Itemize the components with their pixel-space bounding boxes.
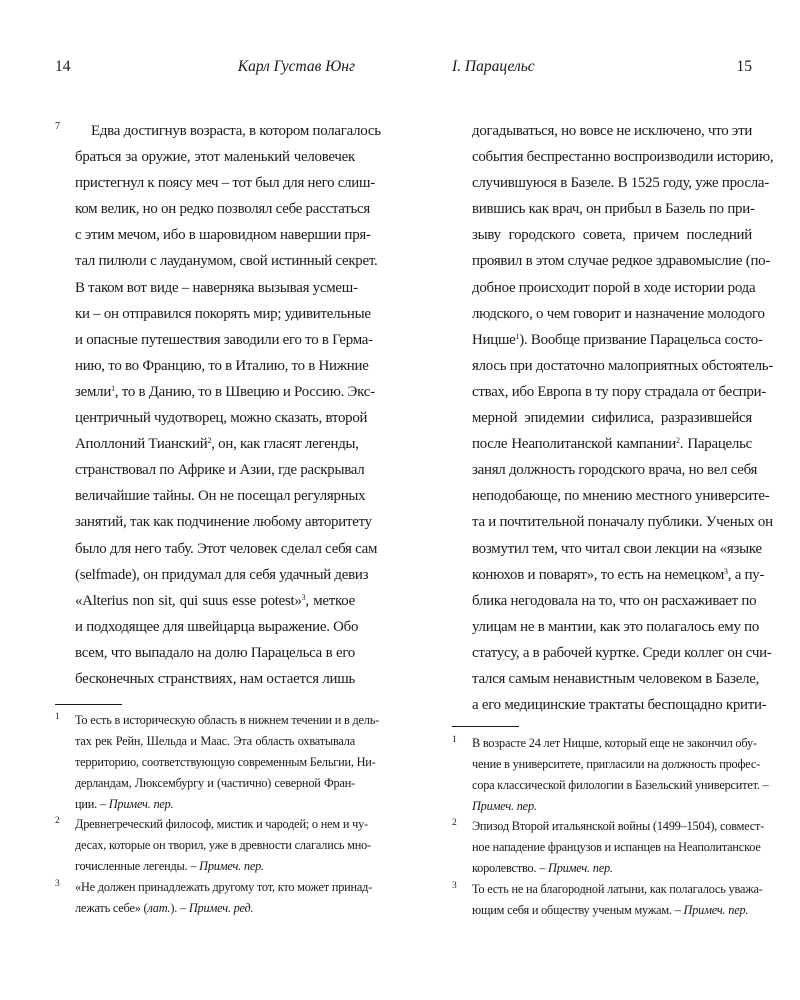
footnote-line [472,900,752,921]
text-line: тал пилюли с лауданумом, свой истинный секрет. [75,253,378,270]
text-line: людского, о чем говорит и назначение молодого [472,305,765,322]
text-line: вившись как врач, он прибыл в Базель по при- [472,201,755,218]
text-line: добное происходит порой в ходе истории рода [472,279,756,296]
text-line: проявил в этом случае редкое здравомыслие (по- [472,253,771,270]
text-line: занял должность городского врача, но вел себя [472,462,758,479]
footnote-marker: 2 [55,816,60,826]
text-line: ствах, ибо Европа в ту пору страдала от беспри- [472,383,767,400]
footnote-line: сора классической филологии в Базельский университет. – [472,778,769,792]
footnote-marker: 1 [55,712,60,722]
footnote-line: тах рек Рейн, Шельда и Маас. Эта область охватывала [75,734,355,748]
text-fragment: . Парацельс [679,436,752,453]
right-page-header [452,58,752,82]
text-line [472,431,752,457]
footnote-line [472,858,752,879]
text-fragment: Аполлоний Тианский [75,436,208,453]
page-number: 14 [55,58,71,75]
footnote-text [472,816,765,879]
running-title: Карл Густав Юнг [237,58,355,75]
text-line: случившуюся в Базеле. В 1525 году, уже просла- [472,175,769,192]
text-line: с этим мечом, ибо в шаровидном навершии пря- [75,227,371,244]
running-title: I. Парацельс [452,58,535,75]
text-line: ялось при достаточно малоприятных обстоятель- [472,357,774,374]
footnote-line: То есть в историческую область в нижнем течении и в дель- [75,713,380,727]
text-line: улицам не в мантии, как это полагалось ему по [472,618,760,635]
note-attribution: Примеч. пер. [548,861,613,875]
text-line: Едва достигнув возраста, в котором полагалось [91,123,381,139]
text-fragment: , он, как гласят легенды, [211,436,359,453]
text-fragment: земли [75,383,112,400]
text-fragment: ). – [170,901,189,915]
page-number: 15 [736,58,752,75]
text-line: ки – он отправился покорять мир; удивительные [75,305,371,322]
text-line [75,431,359,457]
text-fragment: «Alterius non sit, qui suus esse potest» [75,592,302,609]
left-page [55,0,381,1000]
text-line: тался самым ненавистным человеком в Базеле, [472,670,760,687]
text-line: пристегнул к поясу меч – тот был для него слиш- [75,175,375,192]
left-body-text [75,118,381,692]
text-line [472,327,763,353]
footnote-line [75,898,355,919]
text-line [75,379,375,405]
text-line: нию, то во Францию, то в Италию, то в Нижние [75,357,369,374]
footnote-ref: 3 [301,592,306,602]
footnote-line: Древнегреческий философ, мистик и чародей; о нем и чу- [75,817,368,831]
text-line: события беспрестанно воспроизводили историю, [472,149,774,166]
footnote-ref: 1 [515,331,520,341]
footnote-line: чение в университете, пригласили на должность профес- [472,757,760,771]
right-body-text [472,118,774,718]
text-fragment: , меткое [305,592,355,609]
text-fragment: ющим себя и обществу ученым мужам. – [472,903,684,917]
text-line: мерной эпидемии сифилиса, разразившейся [472,410,752,427]
text-line: неподобающе, по мнению местного университе- [472,488,770,505]
text-line: та и почтительной поначалу публики. Ученых он [472,514,773,531]
note-attribution: Примеч. пер. [683,903,749,917]
text-line: бесконечных странствиях, нам остается лишь [75,670,355,687]
text-line: и подходящее для швейцарца выражение. Обо [75,618,359,635]
text-line: ком велик, но он редко позволял себе расстаться [75,201,370,218]
text-line: статусу, а в рабочей куртке. Среди коллег он счи- [472,644,772,661]
text-line: всем, что выпадало на долю Парацельса в его [75,644,355,661]
footnote-ref: 2 [207,436,212,446]
note-attribution: Примеч. пер. [108,797,174,811]
footnote-line [75,794,355,815]
footnote-marker: 3 [452,881,457,891]
text-line: (selfmade), он придумал для себя удачный девиз [75,566,369,583]
footnote-line [75,856,355,877]
footnote-marker: 2 [452,818,457,828]
text-fragment: гочисленные легенды. – [75,859,200,873]
note-attribution: Примеч. ред. [188,901,254,915]
left-page-header [55,58,355,82]
text-fragment: ). Вообще призвание Парацельса состо- [519,331,763,348]
footnote-rule [452,726,519,727]
text-line [472,562,765,588]
footnote-rule [55,704,122,705]
text-line: зыву городского совета, причем последний [472,227,752,244]
footnote-marker: 3 [55,879,60,889]
footnote-line: ное нападение французов и испанцев на Неаполитанское [472,840,761,854]
footnote-text [75,877,373,919]
footnote-line: «Не должен принадлежать другому тот, кто может принад- [75,880,373,894]
text-line [75,588,355,614]
text-fragment: королевство. – [472,861,549,875]
text-fragment: лежать себе» ( [75,901,148,915]
text-line: странствовал по Африке и Азии, где раскрывал [75,462,365,479]
text-fragment: Ницше [472,331,516,348]
footnote-ref: 1 [111,383,115,393]
text-line: догадываться, но вовсе не исключено, что эти [472,123,753,139]
text-fragment: конюхов и поварят», то есть на немецком [472,566,725,583]
footnote-text [472,733,769,817]
text-fragment: , то в Данию, то в Швецию и Россию. Экс- [114,383,375,400]
text-line: было для него табу. Этот человек сделал себя сам [75,540,378,557]
text-line: и опасные путешествия заводили его то в Герма- [75,331,373,348]
margin-paragraph-number: 7 [55,121,60,132]
text-fragment: , а пу- [727,566,765,583]
footnote-text [472,879,763,921]
text-line: центричный чудотворец, можно сказать, второй [75,410,368,427]
text-line: а его медицинские трактаты беспощадно крити- [472,697,767,714]
footnote-line: То есть не на благородной латыни, как полагалось уважа- [472,882,763,896]
footnote-line: В возрасте 24 лет Ницше, который еще не закончил обу- [472,736,757,750]
text-line: занятий, так как подчинение любому авторитету [75,514,372,531]
note-attribution: Примеч. пер. [199,859,264,873]
note-attribution: Примеч. пер. [472,799,537,813]
footnote-ref: 2 [675,436,680,446]
footnote-line: Эпизод Второй итальянской войны (1499–1504), совмест- [472,819,765,833]
footnote-line: дерландам, Люксембургу и (частично) северной Фран- [75,776,355,790]
text-fragment: после Неаполитанской кампании [472,436,676,453]
footnote-text [75,710,380,815]
text-line: браться за оружие, этот маленький человечек [75,149,355,166]
footnote-marker: 1 [452,735,457,745]
right-page [452,0,774,1000]
text-line: возмутил тем, что читал свои лекции на «языке [472,540,762,557]
text-fragment: ции. – [75,797,109,811]
text-line: величайшие тайны. Он не посещал регулярных [75,488,366,505]
footnote-ref: 3 [724,566,728,576]
text-line: В таком вот виде – наверняка вызывая усмеш- [75,279,358,296]
text-line: блика негодовала на то, что он расхаживает по [472,592,757,609]
footnote-text [75,814,371,877]
footnote-line: десах, которые он творил, уже в древности слагались мно- [75,838,371,852]
language-label: лат. [147,901,171,915]
footnote-line: территорию, соответствующую современным Бельгии, Ни- [75,755,376,769]
